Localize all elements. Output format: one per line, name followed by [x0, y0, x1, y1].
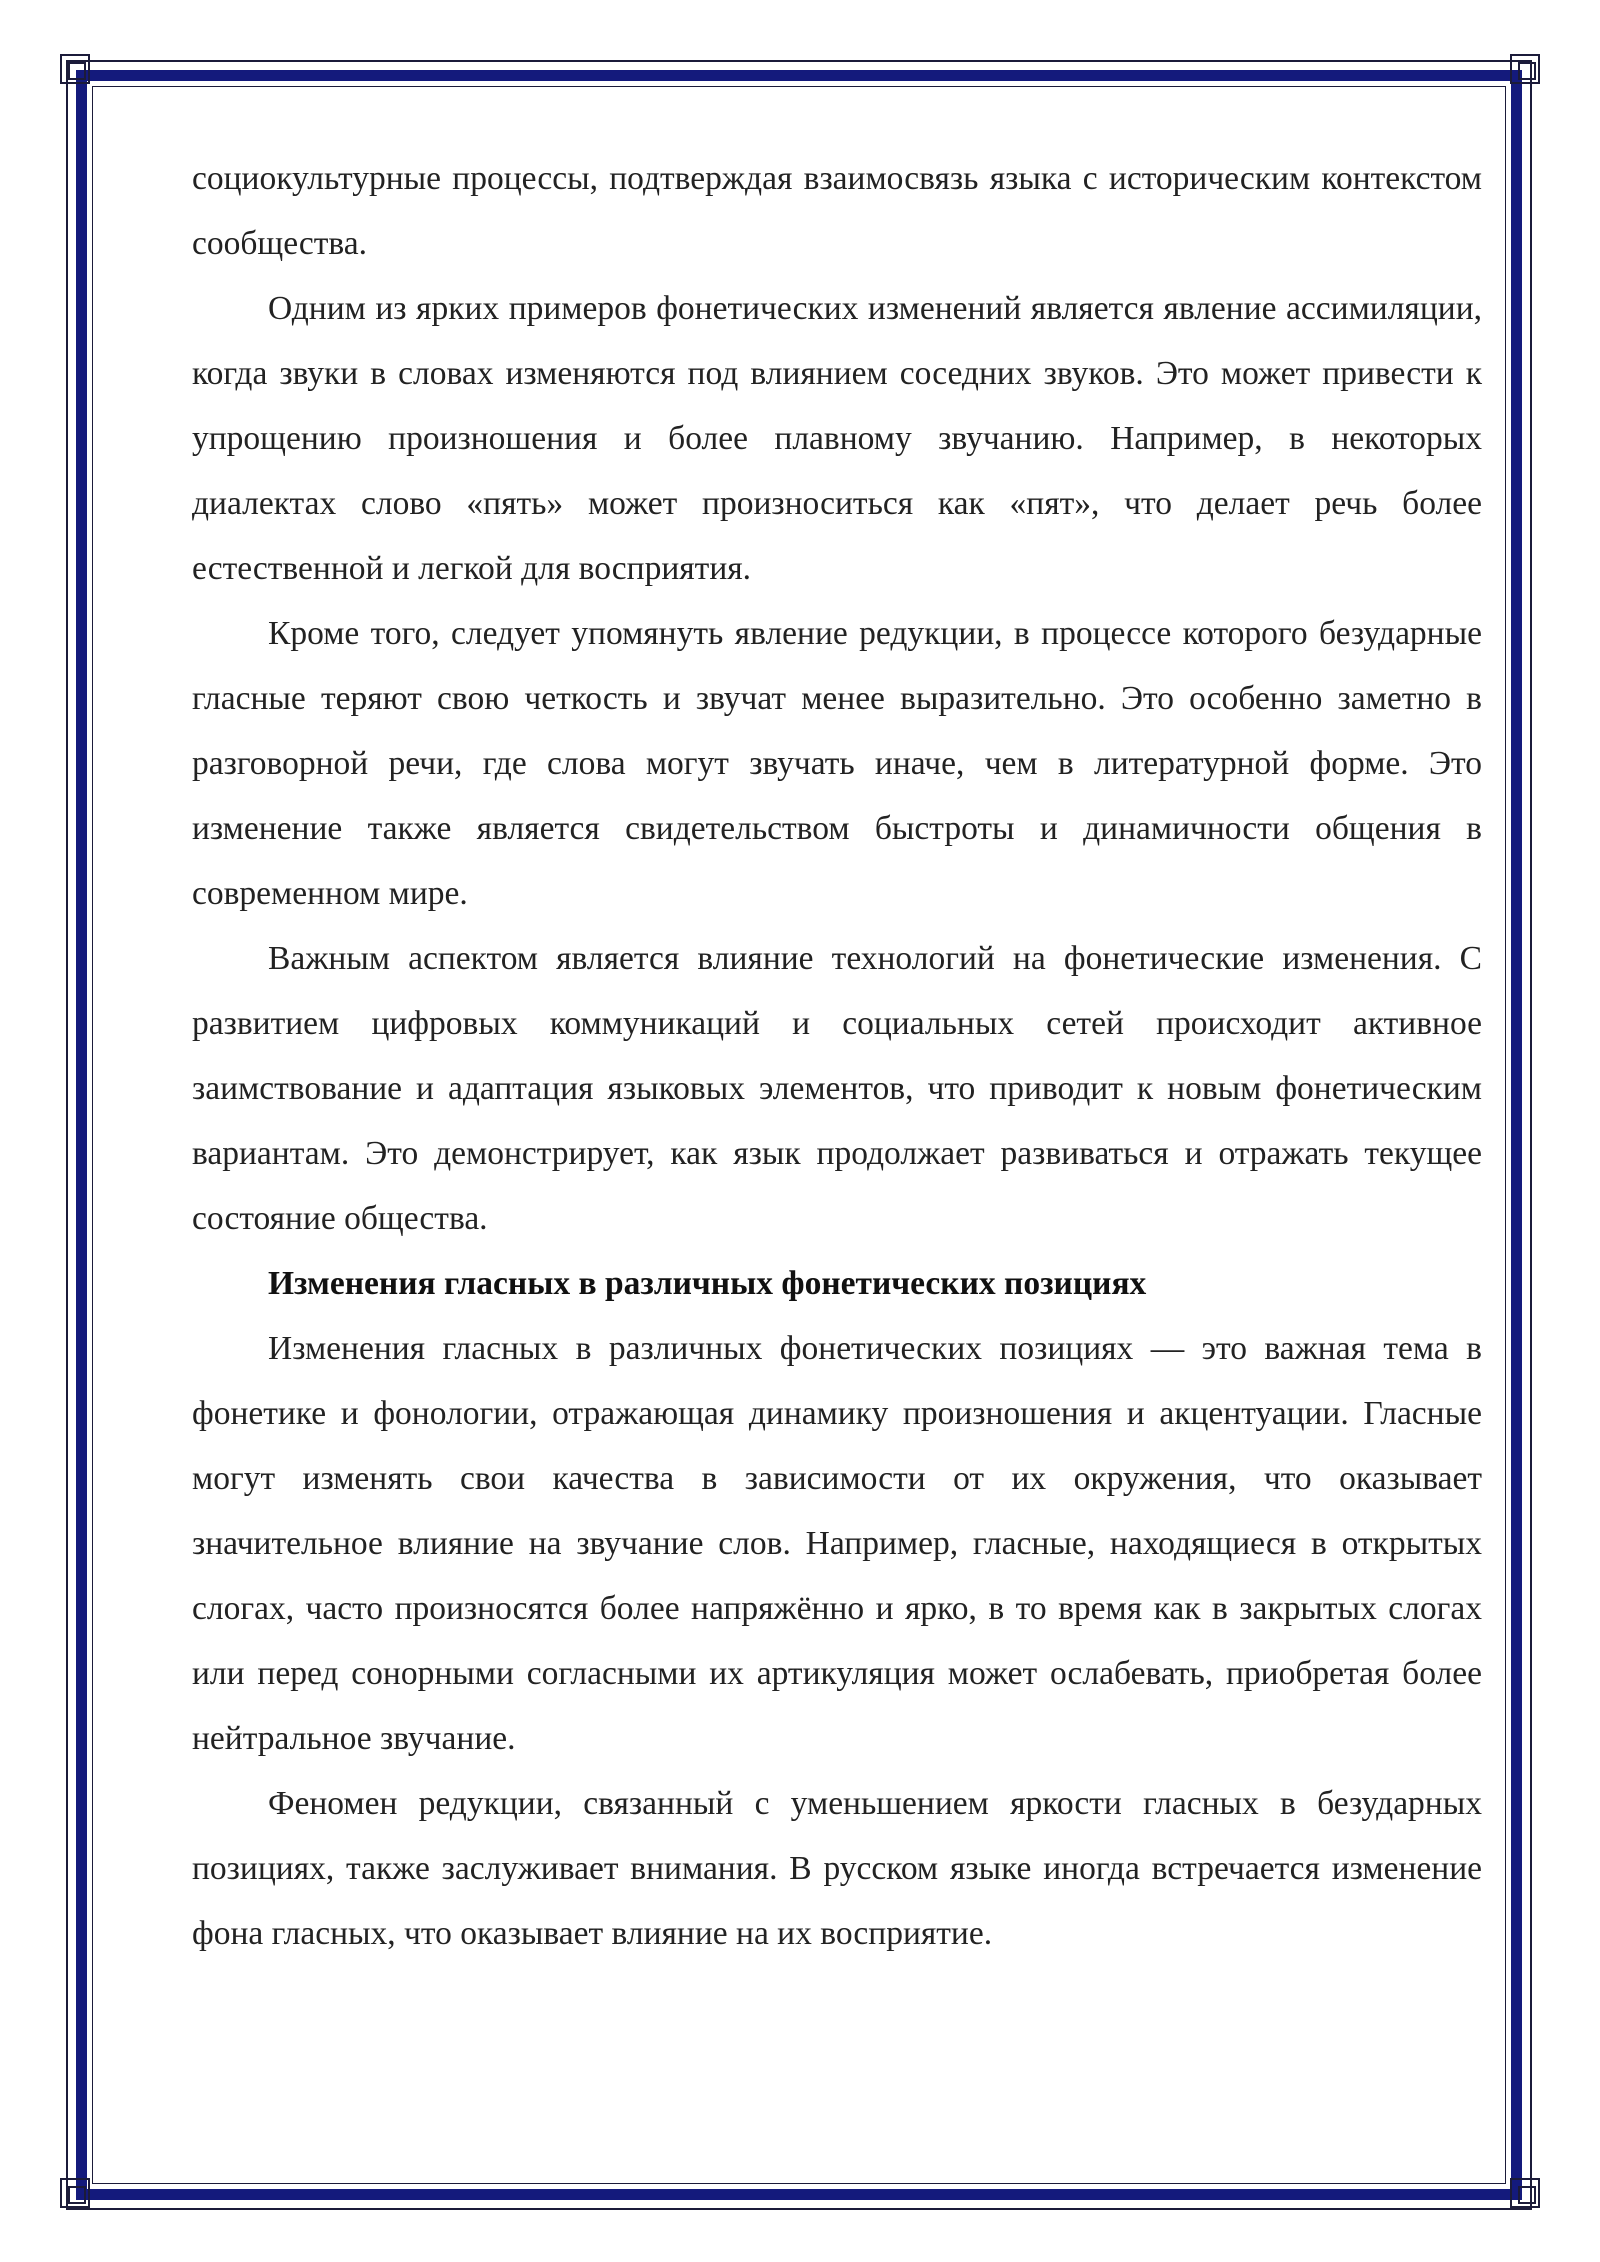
paragraph: Одним из ярких примеров фонетических изменений является явление ассимиляции, когда звуки в словах изменяются под влиянием соседних звуков. Это может привести к упрощению произношения и более плавному звучанию. Например, в некоторых диалектах слово «пять» может произноситься как «пят», что делает речь более естественной и легкой для восприятия.: [192, 290, 1482, 587]
frame-corner-ornament: [1510, 54, 1540, 84]
section-heading: Изменения гласных в различных фонетических позициях: [268, 1265, 1147, 1302]
frame-corner-ornament: [60, 54, 90, 84]
paragraph: Важным аспектом является влияние технологий на фонетические изменения. С развитием цифровых коммуникаций и социальных сетей происходит активное заимствование и адаптация языковых элементов, что приводит к новым фонетическим вариантам. Это демонстрирует, как язык продолжает развиваться и отражать текущее состояние общества.: [192, 940, 1482, 1237]
paragraph: Феномен редукции, связанный с уменьшением яркости гласных в безударных позициях, также заслуживает внимания. В русском языке иногда встречается изменение фона гласных, что оказывает влияние на их восприятие.: [192, 1785, 1482, 1952]
frame-corner-ornament: [60, 2178, 90, 2208]
document-body: [192, 146, 1482, 1966]
paragraph: Кроме того, следует упомянуть явление редукции, в процессе которого безударные гласные теряют свою четкость и звучат менее выразительно. Это особенно заметно в разговорной речи, где слова могут звучать иначе, чем в литературной форме. Это изменение также является свидетельством быстроты и динамичности общения в современном мире.: [192, 615, 1482, 912]
paragraph: Изменения гласных в различных фонетических позициях — это важная тема в фонетике и фонологии, отражающая динамику произношения и акцентуации. Гласные могут изменять свои качества в зависимости от их окружения, что оказывает значительное влияние на звучание слов. Например, гласные, находящиеся в открытых слогах, часто произносятся более напряжённо и ярко, в то время как в закрытых слогах или перед сонорными согласными их артикуляция может ослабевать, приобретая более нейтральное звучание.: [192, 1330, 1482, 1757]
frame-corner-ornament: [1510, 2178, 1540, 2208]
paragraph: социокультурные процессы, подтверждая взаимосвязь языка с историческим контекстом сообщества.: [192, 160, 1482, 262]
